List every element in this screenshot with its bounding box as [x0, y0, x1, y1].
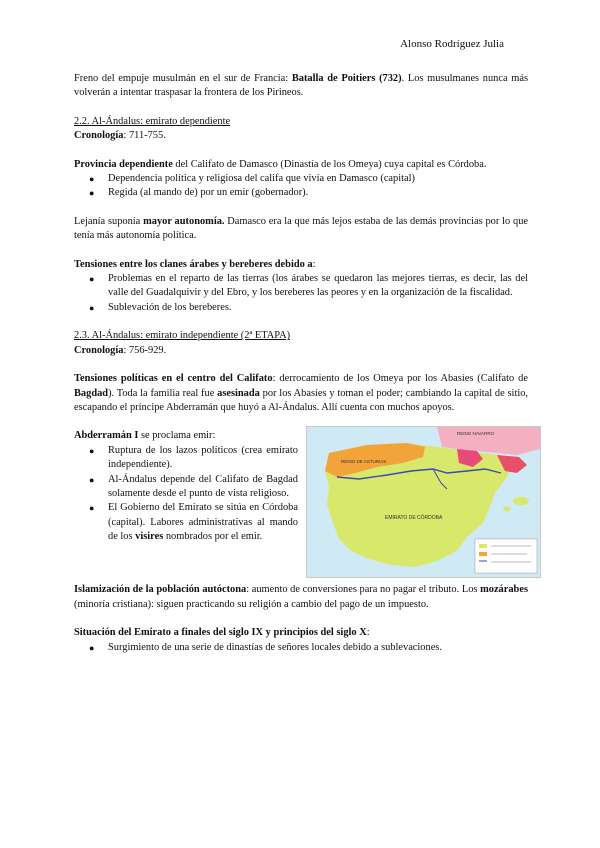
poitiers-bold: Batalla de Poitiers (732): [291, 73, 402, 84]
tp-text-2: ). Toda la familia real fue: [108, 387, 218, 399]
bullet-list-2: [74, 272, 528, 315]
abd-text: se proclama emir:: [138, 430, 216, 442]
bagdad-bold: Bagdad: [74, 387, 109, 399]
heading-2-3: 2.3. Al-Ándalus: emirato independiente (2ª ETAPA): [74, 330, 291, 342]
abderraman-paragraph: [74, 429, 298, 443]
visires-bold: visires: [135, 531, 164, 543]
list-item-text: Al-Ándalus depende del Califato de Bagdad solamente desde el punto de vista religioso.: [108, 473, 298, 499]
document-body: [74, 72, 528, 655]
lejania-paragraph: [74, 215, 528, 244]
sit-bold: Situación del Emirato a finales del siglo IX y principios del siglo X: [74, 627, 367, 639]
cronologia-2-2: [74, 129, 528, 143]
tensiones-bold: Tensiones entre los clanes árabes y bereberes debido a: [74, 258, 313, 270]
ibiza-island: [503, 507, 511, 512]
baleares-island: [513, 497, 529, 505]
bullet-list-1: [74, 172, 528, 201]
label-asturias: REINO DE ASTURIAS: [341, 459, 387, 465]
intro-text: Freno del empuje musulmán en el sur de Francia:: [74, 73, 292, 84]
list-item: ● Ruptura de los lazos políticos (crea emirato independiente).: [89, 444, 298, 471]
legend-swatch: [479, 544, 487, 548]
provincia-paragraph: [74, 158, 528, 172]
cron-value: : 711-755.: [123, 130, 166, 142]
list-item-text: Surgimiento de una serie de dinastías de señores locales debido a sublevaciones.: [108, 641, 442, 653]
tensiones-politicas-paragraph: [74, 372, 528, 415]
intro-paragraph: [74, 72, 528, 101]
mozarabes-bold: mozárabes: [480, 584, 528, 596]
tp-text-3: por los Abasíes y toman el poder; cambiando la capital de sitio, escapando el príncipe Abderramán que huyó a Al-Ándalus. Allí cuenta con muchos apoyos.: [74, 387, 529, 413]
cronologia-2-3: [74, 344, 528, 358]
abd-bold: Abderramán I: [74, 430, 139, 442]
list-item: ● Problemas en el reparto de las tierras (los árabes se quedaron las mejores tierras, es decir, las del valle del Guadalquivir y del Ebro, y los bereberes las peores y en la organización de la fiscalidad.: [89, 273, 528, 299]
isl-text: : aumento de conversiones para no pagar el tributo. Los: [246, 584, 481, 596]
list-item-text: Regida (al mando de) por un emir (gobernador).: [108, 187, 309, 199]
moz-text: (minoría cristiana): siguen practicando su religión a cambio del pago de un impuesto.: [74, 598, 429, 610]
tp-bold: Tensiones políticas en el centro del Califato: [74, 373, 273, 385]
prov-bold: Provincia dependiente: [74, 158, 173, 170]
visires-tail: nombrados por el emir.: [163, 531, 263, 543]
legend-swatch: [479, 552, 487, 556]
tensiones-colon: :: [312, 258, 316, 270]
list-item: ● Dependencia política y religiosa del califa que vivía en Damasco (capital): [89, 173, 415, 185]
cron-label: Cronología: [74, 344, 124, 356]
abderraman-text-column: [74, 429, 298, 544]
list-item-text: Sublevación de los bereberes.: [108, 301, 232, 313]
bullet-list-3: [74, 444, 298, 545]
prov-text: del Califato de Damasco (Dinastía de los Omeya) cuya capital es Córdoba.: [172, 158, 487, 170]
cron-value: : 756-929.: [123, 344, 167, 356]
situacion-heading: [74, 626, 528, 640]
sit-colon: :: [366, 627, 370, 639]
lejania-text: Lejanía suponía: [74, 215, 144, 227]
tensiones-heading: [74, 258, 528, 272]
map-image: [306, 426, 541, 578]
label-emirato: EMIRATO DE CÓRDOBA: [385, 515, 443, 522]
heading-2-2: 2.2. Al-Ándalus: emirato dependiente: [74, 115, 231, 127]
islamizacion-paragraph: [74, 583, 528, 612]
tp-text: : derrocamiento de los Omeya por los Abasíes (Califato de: [272, 373, 528, 385]
list-item-text: Problemas en el reparto de las tierras (los árabes se quedaron las mejores tierras, es decir, las del valle del Guadalquivir y del Ebro, y los bereberes las peores y en la organización de la fiscalidad.: [108, 273, 528, 299]
asesinada-bold: asesinada: [217, 387, 260, 399]
list-item-text: El Gobierno del Emirato se sitúa en Córdoba (capital). Labores administrativas al mando de los: [108, 502, 298, 543]
lejania-bold: mayor autonomía.: [143, 215, 225, 227]
list-item: ● Regida (al mando de) por un emir (gobernador).: [89, 187, 309, 199]
bullet-list-4: [74, 641, 528, 655]
list-item: ● Surgimiento de una serie de dinastías de señores locales debido a sublevaciones.: [89, 641, 442, 653]
list-item-text: Dependencia política y religiosa del califa que vivía en Damasco (capital): [108, 173, 415, 185]
intro-text-2: . Los musulmanes nunca más volverán a intentar traspasar la frontera de los Pirineos.: [74, 73, 529, 99]
isl-bold: Islamización de la población autóctona: [74, 584, 247, 596]
cron-label: Cronología: [74, 130, 124, 142]
list-item: ● Al-Ándalus depende del Califato de Bagdad solamente desde el punto de vista religioso.: [89, 473, 298, 499]
author-name: Alonso Rodríguez Julia: [400, 38, 504, 50]
list-item: ● Sublevación de los bereberes.: [89, 301, 232, 313]
label-navarra: REINO NAVARRO: [457, 431, 495, 437]
abderraman-block: [74, 429, 528, 577]
lejania-text-2: Damasco era la que más lejos estaba de las demás provincias por lo que tenía más autonomía política.: [74, 215, 529, 242]
list-item: ● El Gobierno del Emirato se sitúa en Córdoba (capital). Labores administrativas al mando de los visires nombrados por el emir.: [89, 502, 298, 543]
list-item-text: Ruptura de los lazos políticos (crea emirato independiente).: [108, 444, 298, 471]
iberia-map-svg: [307, 427, 540, 577]
